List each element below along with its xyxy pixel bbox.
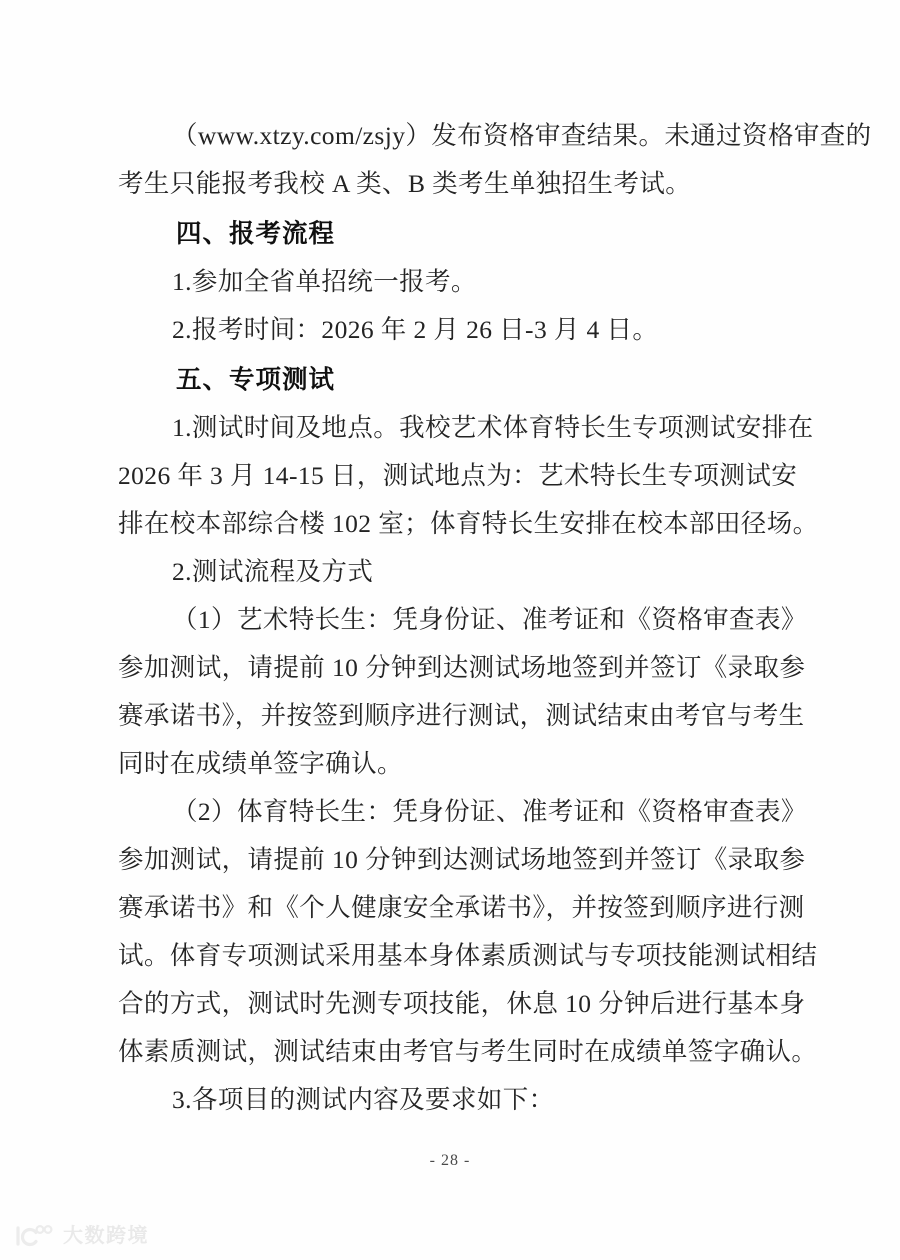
paragraph-line: 2026 年 3 月 14-15 日，测试地点为：艺术特长生专项测试安 [118,461,798,490]
paragraph-line: 体素质测试，测试结束由考官与考生同时在成绩单签字确认。 [118,1037,818,1066]
brand-logo-icon [14,1224,56,1248]
paragraph-first-line: （1）艺术特长生：凭身份证、准考证和《资格审查表》 [172,605,807,634]
paragraph-line: 排在校本部综合楼 102 室；体育特长生安排在校本部田径场。 [118,509,819,538]
page-number: - 28 - [429,1152,471,1169]
paragraph-first-line: （www.xtzy.com/zsjy）发布资格审查结果。未通过资格审查的 [172,121,872,150]
paragraph-first-line: 2.报考时间：2026 年 2 月 26 日-3 月 4 日。 [172,315,659,344]
document-body [118,112,872,1124]
paragraph-line: 赛承诺书》和《个人健康安全承诺书》，并按签到顺序进行测 [118,893,805,922]
section-heading: 四、报考流程 [176,220,336,248]
paragraph-line: 参加测试，请提前 10 分钟到达测试场地签到并签订《录取参 [118,845,806,874]
section-heading: 五、专项测试 [176,366,336,394]
paragraph-line: 同时在成绩单签字确认。 [118,749,403,778]
paragraph-first-line: 1.参加全省单招统一报考。 [172,267,477,296]
paragraph-first-line: （2）体育特长生：凭身份证、准考证和《资格审查表》 [172,797,807,826]
paragraph-first-line: 2.测试流程及方式 [172,557,374,586]
watermark-text: 大数跨境 [63,1225,149,1247]
paragraph-line: 试。体育专项测试采用基本身体素质测试与专项技能测试相结 [118,941,818,970]
paragraph-first-line: 3.各项目的测试内容及要求如下： [172,1085,555,1114]
paragraph-line: 赛承诺书》，并按签到顺序进行测试，测试结束由考官与考生 [118,701,805,730]
paragraph-line: 考生只能报考我校 A 类、B 类考生单独招生考试。 [118,169,692,198]
paragraph-line: 参加测试，请提前 10 分钟到达测试场地签到并签订《录取参 [118,653,806,682]
paragraph-line: 合的方式，测试时先测专项技能，休息 10 分钟后进行基本身 [118,989,806,1018]
paragraph-first-line: 1.测试时间及地点。我校艺术体育特长生专项测试安排在 [172,413,814,442]
watermark [14,1224,149,1248]
